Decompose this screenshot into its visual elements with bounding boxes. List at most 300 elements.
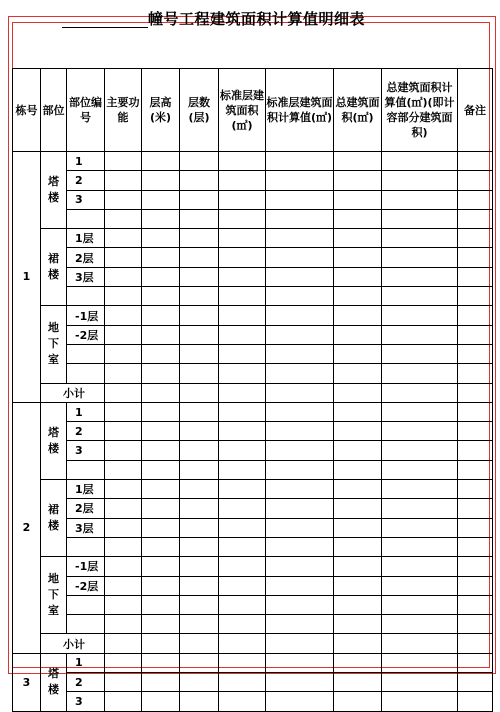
data-cell[interactable] bbox=[382, 634, 458, 653]
data-cell[interactable] bbox=[334, 344, 382, 363]
data-cell[interactable] bbox=[142, 344, 180, 363]
data-cell[interactable] bbox=[219, 229, 266, 248]
part-label-char: 室 bbox=[48, 353, 59, 367]
part-label-char: 裙 bbox=[48, 252, 59, 266]
part-no-cell bbox=[67, 344, 105, 363]
data-cell[interactable] bbox=[266, 653, 334, 672]
data-cell[interactable] bbox=[142, 171, 180, 190]
data-cell[interactable] bbox=[458, 229, 493, 248]
data-cell[interactable] bbox=[105, 537, 142, 556]
data-cell[interactable] bbox=[105, 557, 142, 576]
data-cell[interactable] bbox=[142, 229, 180, 248]
data-cell[interactable] bbox=[219, 441, 266, 460]
data-cell[interactable] bbox=[105, 499, 142, 518]
table-row bbox=[13, 306, 493, 325]
data-cell[interactable] bbox=[266, 673, 334, 692]
data-cell[interactable] bbox=[382, 615, 458, 634]
part-no-cell: 1 bbox=[67, 152, 105, 171]
data-cell[interactable] bbox=[180, 615, 219, 634]
data-cell[interactable] bbox=[458, 692, 493, 711]
building-no-cell: 2 bbox=[13, 402, 41, 653]
data-cell[interactable] bbox=[180, 325, 219, 344]
table-row bbox=[13, 441, 493, 460]
data-cell[interactable] bbox=[219, 499, 266, 518]
data-cell[interactable] bbox=[458, 267, 493, 286]
data-cell[interactable] bbox=[142, 634, 180, 653]
data-cell[interactable] bbox=[382, 422, 458, 441]
data-cell[interactable] bbox=[180, 229, 219, 248]
data-cell[interactable] bbox=[219, 248, 266, 267]
data-cell[interactable] bbox=[142, 306, 180, 325]
data-cell[interactable] bbox=[458, 171, 493, 190]
data-cell[interactable] bbox=[105, 480, 142, 499]
data-cell[interactable] bbox=[105, 248, 142, 267]
building-no-cell: 3 bbox=[13, 653, 41, 711]
data-cell[interactable] bbox=[266, 190, 334, 209]
data-cell[interactable] bbox=[382, 557, 458, 576]
data-cell[interactable] bbox=[219, 692, 266, 711]
data-cell[interactable] bbox=[219, 653, 266, 672]
data-cell[interactable] bbox=[458, 209, 493, 228]
data-cell[interactable] bbox=[180, 518, 219, 537]
data-cell[interactable] bbox=[219, 171, 266, 190]
data-cell[interactable] bbox=[142, 673, 180, 692]
data-cell[interactable] bbox=[180, 383, 219, 402]
data-cell[interactable] bbox=[180, 248, 219, 267]
data-cell[interactable] bbox=[219, 537, 266, 556]
header-building-no: 栋号 bbox=[13, 69, 41, 152]
data-cell[interactable] bbox=[458, 595, 493, 614]
data-cell[interactable] bbox=[334, 499, 382, 518]
data-cell[interactable] bbox=[266, 576, 334, 595]
data-cell[interactable] bbox=[458, 344, 493, 363]
part-label-cell bbox=[41, 402, 67, 479]
header-row bbox=[13, 69, 493, 152]
data-cell[interactable] bbox=[266, 595, 334, 614]
data-cell[interactable] bbox=[219, 422, 266, 441]
subtotal-row bbox=[13, 383, 493, 402]
data-cell[interactable] bbox=[382, 673, 458, 692]
data-cell[interactable] bbox=[180, 152, 219, 171]
data-cell[interactable] bbox=[180, 422, 219, 441]
data-cell[interactable] bbox=[266, 171, 334, 190]
part-label-char: 下 bbox=[48, 588, 59, 602]
area-table bbox=[12, 68, 493, 712]
data-cell[interactable] bbox=[142, 615, 180, 634]
part-no-cell bbox=[67, 460, 105, 479]
data-cell[interactable] bbox=[219, 402, 266, 421]
data-cell[interactable] bbox=[458, 248, 493, 267]
data-cell[interactable] bbox=[458, 576, 493, 595]
data-cell[interactable] bbox=[142, 422, 180, 441]
data-cell[interactable] bbox=[142, 480, 180, 499]
data-cell[interactable] bbox=[266, 152, 334, 171]
data-cell[interactable] bbox=[219, 460, 266, 479]
part-no-cell bbox=[67, 595, 105, 614]
data-cell[interactable] bbox=[382, 537, 458, 556]
part-no-cell: 1 bbox=[67, 402, 105, 421]
data-cell[interactable] bbox=[105, 267, 142, 286]
data-cell[interactable] bbox=[105, 615, 142, 634]
part-no-cell: 3 bbox=[67, 441, 105, 460]
data-cell[interactable] bbox=[382, 190, 458, 209]
data-cell[interactable] bbox=[382, 267, 458, 286]
data-cell[interactable] bbox=[142, 692, 180, 711]
table-row bbox=[13, 499, 493, 518]
data-cell[interactable] bbox=[458, 557, 493, 576]
header-main-function: 主要功能 bbox=[105, 69, 142, 152]
table-row bbox=[13, 595, 493, 614]
data-cell[interactable] bbox=[458, 673, 493, 692]
part-label-char: 地 bbox=[48, 572, 59, 586]
data-cell[interactable] bbox=[382, 499, 458, 518]
table-row bbox=[13, 171, 493, 190]
data-cell[interactable] bbox=[219, 383, 266, 402]
data-cell[interactable] bbox=[219, 306, 266, 325]
data-cell[interactable] bbox=[142, 653, 180, 672]
data-cell[interactable] bbox=[180, 190, 219, 209]
data-cell[interactable] bbox=[458, 190, 493, 209]
data-cell[interactable] bbox=[334, 383, 382, 402]
data-cell[interactable] bbox=[458, 518, 493, 537]
data-cell[interactable] bbox=[266, 480, 334, 499]
data-cell[interactable] bbox=[105, 190, 142, 209]
data-cell[interactable] bbox=[266, 557, 334, 576]
data-cell[interactable] bbox=[219, 518, 266, 537]
data-cell[interactable] bbox=[458, 325, 493, 344]
data-cell[interactable] bbox=[382, 325, 458, 344]
data-cell[interactable] bbox=[219, 190, 266, 209]
data-cell[interactable] bbox=[266, 537, 334, 556]
data-cell[interactable] bbox=[382, 171, 458, 190]
data-cell[interactable] bbox=[219, 267, 266, 286]
data-cell[interactable] bbox=[382, 383, 458, 402]
data-cell[interactable] bbox=[142, 325, 180, 344]
data-cell[interactable] bbox=[382, 595, 458, 614]
part-no-cell: 2 bbox=[67, 422, 105, 441]
data-cell[interactable] bbox=[219, 480, 266, 499]
data-cell[interactable] bbox=[142, 460, 180, 479]
data-cell[interactable] bbox=[105, 306, 142, 325]
data-cell[interactable] bbox=[142, 537, 180, 556]
data-cell[interactable] bbox=[142, 209, 180, 228]
data-cell[interactable] bbox=[180, 595, 219, 614]
data-cell[interactable] bbox=[180, 499, 219, 518]
data-cell[interactable] bbox=[142, 248, 180, 267]
part-no-cell bbox=[67, 209, 105, 228]
data-cell[interactable] bbox=[266, 267, 334, 286]
part-label-cell bbox=[41, 557, 67, 634]
part-label-char: 楼 bbox=[48, 441, 59, 455]
part-no-cell bbox=[67, 287, 105, 306]
data-cell[interactable] bbox=[458, 152, 493, 171]
data-cell[interactable] bbox=[180, 460, 219, 479]
part-label-char: 裙 bbox=[48, 503, 59, 517]
data-cell[interactable] bbox=[105, 229, 142, 248]
part-label-char: 塔 bbox=[48, 667, 59, 681]
data-cell[interactable] bbox=[180, 634, 219, 653]
header-remark: 备注 bbox=[458, 69, 493, 152]
data-cell[interactable] bbox=[334, 402, 382, 421]
data-cell[interactable] bbox=[105, 634, 142, 653]
data-cell[interactable] bbox=[219, 209, 266, 228]
data-cell[interactable] bbox=[219, 364, 266, 383]
part-label-char: 塔 bbox=[48, 175, 59, 189]
part-label-cell bbox=[41, 653, 67, 711]
data-cell[interactable] bbox=[266, 364, 334, 383]
data-cell[interactable] bbox=[382, 441, 458, 460]
part-label-char: 塔 bbox=[48, 425, 59, 439]
data-cell[interactable] bbox=[180, 209, 219, 228]
data-cell[interactable] bbox=[105, 344, 142, 363]
data-cell[interactable] bbox=[180, 557, 219, 576]
data-cell[interactable] bbox=[334, 364, 382, 383]
part-label-cell bbox=[41, 306, 67, 383]
data-cell[interactable] bbox=[105, 325, 142, 344]
data-cell[interactable] bbox=[105, 364, 142, 383]
table-row bbox=[13, 615, 493, 634]
data-cell[interactable] bbox=[458, 441, 493, 460]
table-row bbox=[13, 576, 493, 595]
data-cell[interactable] bbox=[458, 422, 493, 441]
data-cell[interactable] bbox=[266, 344, 334, 363]
data-cell[interactable] bbox=[105, 422, 142, 441]
data-cell[interactable] bbox=[105, 152, 142, 171]
data-cell[interactable] bbox=[382, 248, 458, 267]
part-no-cell bbox=[67, 537, 105, 556]
data-cell[interactable] bbox=[266, 441, 334, 460]
data-cell[interactable] bbox=[219, 576, 266, 595]
data-cell[interactable] bbox=[266, 402, 334, 421]
data-cell[interactable] bbox=[105, 287, 142, 306]
data-cell[interactable] bbox=[382, 480, 458, 499]
data-cell[interactable] bbox=[105, 171, 142, 190]
part-no-cell: 2 bbox=[67, 673, 105, 692]
data-cell[interactable] bbox=[382, 152, 458, 171]
data-cell[interactable] bbox=[219, 595, 266, 614]
data-cell[interactable] bbox=[334, 171, 382, 190]
data-cell[interactable] bbox=[382, 518, 458, 537]
data-cell[interactable] bbox=[334, 634, 382, 653]
data-cell[interactable] bbox=[180, 306, 219, 325]
data-cell[interactable] bbox=[458, 634, 493, 653]
data-cell[interactable] bbox=[219, 634, 266, 653]
data-cell[interactable] bbox=[458, 364, 493, 383]
data-cell[interactable] bbox=[105, 692, 142, 711]
data-cell[interactable] bbox=[180, 576, 219, 595]
data-cell[interactable] bbox=[334, 518, 382, 537]
data-cell[interactable] bbox=[458, 402, 493, 421]
data-cell[interactable] bbox=[219, 615, 266, 634]
data-cell[interactable] bbox=[180, 692, 219, 711]
data-cell[interactable] bbox=[266, 615, 334, 634]
data-cell[interactable] bbox=[266, 422, 334, 441]
data-cell[interactable] bbox=[266, 306, 334, 325]
data-cell[interactable] bbox=[142, 287, 180, 306]
data-cell[interactable] bbox=[334, 595, 382, 614]
header-total-area-calc: 总建筑面积计算值(㎡)(即计容部分建筑面积) bbox=[382, 69, 458, 152]
header-floor-height: 层高(米) bbox=[142, 69, 180, 152]
data-cell[interactable] bbox=[180, 267, 219, 286]
part-label-char: 楼 bbox=[48, 683, 59, 697]
data-cell[interactable] bbox=[458, 653, 493, 672]
data-cell[interactable] bbox=[382, 287, 458, 306]
table-row bbox=[13, 364, 493, 383]
data-cell[interactable] bbox=[142, 267, 180, 286]
data-cell[interactable] bbox=[105, 460, 142, 479]
data-cell[interactable] bbox=[334, 248, 382, 267]
table-row bbox=[13, 229, 493, 248]
data-cell[interactable] bbox=[334, 673, 382, 692]
data-cell[interactable] bbox=[382, 692, 458, 711]
header-part: 部位 bbox=[41, 69, 67, 152]
data-cell[interactable] bbox=[219, 557, 266, 576]
data-cell[interactable] bbox=[105, 653, 142, 672]
table-row bbox=[13, 152, 493, 171]
data-cell[interactable] bbox=[180, 480, 219, 499]
data-cell[interactable] bbox=[334, 209, 382, 228]
data-cell[interactable] bbox=[142, 152, 180, 171]
data-cell[interactable] bbox=[105, 673, 142, 692]
data-cell[interactable] bbox=[266, 209, 334, 228]
subtotal-row bbox=[13, 634, 493, 653]
data-cell[interactable] bbox=[382, 402, 458, 421]
table-row bbox=[13, 325, 493, 344]
data-cell[interactable] bbox=[219, 344, 266, 363]
data-cell[interactable] bbox=[142, 518, 180, 537]
table-row bbox=[13, 344, 493, 363]
data-cell[interactable] bbox=[334, 422, 382, 441]
data-cell[interactable] bbox=[105, 402, 142, 421]
data-cell[interactable] bbox=[266, 692, 334, 711]
data-cell[interactable] bbox=[142, 576, 180, 595]
data-cell[interactable] bbox=[334, 325, 382, 344]
data-cell[interactable] bbox=[334, 615, 382, 634]
data-cell[interactable] bbox=[382, 576, 458, 595]
subtotal-label: 小计 bbox=[41, 634, 105, 653]
data-cell[interactable] bbox=[382, 306, 458, 325]
part-no-cell: -1层 bbox=[67, 557, 105, 576]
data-cell[interactable] bbox=[382, 364, 458, 383]
data-cell[interactable] bbox=[266, 499, 334, 518]
data-cell[interactable] bbox=[105, 209, 142, 228]
data-cell[interactable] bbox=[266, 460, 334, 479]
data-cell[interactable] bbox=[142, 364, 180, 383]
title-underline bbox=[62, 27, 148, 28]
part-no-cell: 1 bbox=[67, 653, 105, 672]
data-cell[interactable] bbox=[180, 402, 219, 421]
data-cell[interactable] bbox=[142, 383, 180, 402]
data-cell[interactable] bbox=[458, 383, 493, 402]
data-cell[interactable] bbox=[334, 306, 382, 325]
data-cell[interactable] bbox=[142, 441, 180, 460]
data-cell[interactable] bbox=[334, 576, 382, 595]
data-cell[interactable] bbox=[266, 287, 334, 306]
data-cell[interactable] bbox=[334, 460, 382, 479]
data-cell[interactable] bbox=[105, 576, 142, 595]
data-cell[interactable] bbox=[334, 441, 382, 460]
data-cell[interactable] bbox=[334, 692, 382, 711]
part-label-cell bbox=[41, 229, 67, 306]
data-cell[interactable] bbox=[219, 152, 266, 171]
data-cell[interactable] bbox=[180, 344, 219, 363]
data-cell[interactable] bbox=[105, 518, 142, 537]
data-cell[interactable] bbox=[219, 673, 266, 692]
data-cell[interactable] bbox=[382, 344, 458, 363]
table-row bbox=[13, 518, 493, 537]
data-cell[interactable] bbox=[266, 229, 334, 248]
data-cell[interactable] bbox=[180, 287, 219, 306]
data-cell[interactable] bbox=[180, 171, 219, 190]
data-cell[interactable] bbox=[334, 267, 382, 286]
data-cell[interactable] bbox=[180, 441, 219, 460]
data-cell[interactable] bbox=[180, 673, 219, 692]
data-cell[interactable] bbox=[382, 209, 458, 228]
data-cell[interactable] bbox=[180, 364, 219, 383]
data-cell[interactable] bbox=[334, 287, 382, 306]
data-cell[interactable] bbox=[382, 460, 458, 479]
part-label-char: 室 bbox=[48, 604, 59, 618]
table-row bbox=[13, 653, 493, 672]
data-cell[interactable] bbox=[382, 653, 458, 672]
data-cell[interactable] bbox=[334, 537, 382, 556]
data-cell[interactable] bbox=[142, 595, 180, 614]
data-cell[interactable] bbox=[142, 499, 180, 518]
data-cell[interactable] bbox=[180, 653, 219, 672]
data-cell[interactable] bbox=[334, 557, 382, 576]
data-cell[interactable] bbox=[142, 402, 180, 421]
data-cell[interactable] bbox=[458, 460, 493, 479]
data-cell[interactable] bbox=[458, 287, 493, 306]
data-cell[interactable] bbox=[105, 441, 142, 460]
data-cell[interactable] bbox=[266, 325, 334, 344]
part-label-char: 楼 bbox=[48, 268, 59, 282]
part-label-char: 地 bbox=[48, 321, 59, 335]
data-cell[interactable] bbox=[266, 518, 334, 537]
data-cell[interactable] bbox=[266, 634, 334, 653]
data-cell[interactable] bbox=[458, 499, 493, 518]
data-cell[interactable] bbox=[266, 248, 334, 267]
data-cell[interactable] bbox=[105, 595, 142, 614]
header-total-area: 总建筑面积(㎡) bbox=[334, 69, 382, 152]
data-cell[interactable] bbox=[458, 537, 493, 556]
part-no-cell bbox=[67, 364, 105, 383]
table-row bbox=[13, 460, 493, 479]
data-cell[interactable] bbox=[142, 190, 180, 209]
data-cell[interactable] bbox=[458, 615, 493, 634]
data-cell[interactable] bbox=[219, 287, 266, 306]
data-cell[interactable] bbox=[334, 152, 382, 171]
data-cell[interactable] bbox=[334, 480, 382, 499]
data-cell[interactable] bbox=[105, 383, 142, 402]
part-no-cell bbox=[67, 615, 105, 634]
data-cell[interactable] bbox=[458, 480, 493, 499]
part-no-cell: 3 bbox=[67, 692, 105, 711]
data-cell[interactable] bbox=[334, 190, 382, 209]
table-row bbox=[13, 402, 493, 421]
data-cell[interactable] bbox=[180, 537, 219, 556]
data-cell[interactable] bbox=[142, 557, 180, 576]
data-cell[interactable] bbox=[334, 229, 382, 248]
data-cell[interactable] bbox=[334, 653, 382, 672]
data-cell[interactable] bbox=[219, 325, 266, 344]
data-cell[interactable] bbox=[458, 306, 493, 325]
data-cell[interactable] bbox=[266, 383, 334, 402]
table-row bbox=[13, 267, 493, 286]
data-cell[interactable] bbox=[382, 229, 458, 248]
table-row bbox=[13, 209, 493, 228]
part-no-cell: 3 bbox=[67, 190, 105, 209]
